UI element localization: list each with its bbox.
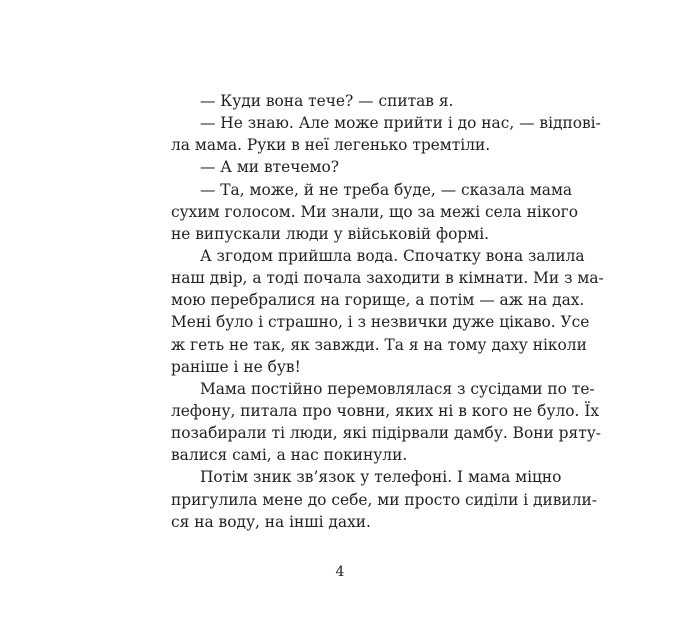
text-line: — Та, може, й не треба буде, — сказала мама (200, 180, 573, 199)
text-line: не випускали люди у військовій формі. (171, 224, 490, 243)
text-line: — А ми втечемо? (200, 158, 340, 177)
text-line: А згодом прийшла вода. Спочатку вона залила (200, 246, 585, 265)
text-line: мою перебралися на горище, а потім — аж на дах. (171, 291, 585, 310)
text-line: — Не знаю. Але може прийти і до нас, — відпові- (200, 114, 601, 133)
text-line: — Куди вона тече? — спитав я. (200, 92, 454, 110)
text-line: наш двір, а тоді почала заходити в кімнати. Ми з ма- (171, 269, 604, 288)
text-line: ся на воду, на інші дахи. (171, 512, 371, 531)
page-number: 4 (335, 564, 345, 580)
text-line: валися самі, а нас покинули. (171, 446, 408, 465)
text-line: пригулила мене до себе, ми просто сиділи і дивили- (171, 490, 597, 509)
text-line: Мама постійно перемовлялася з сусідами по те- (200, 379, 595, 398)
text-body (171, 90, 604, 533)
text-line: ла мама. Руки в неї легенько тремтіли. (171, 136, 491, 155)
text-line: лефону, питала про човни, яких ні в кого не було. Їх (171, 401, 600, 420)
text-line: Мені було і страшно, і з незвички дуже цікаво. Усе (171, 313, 590, 332)
text-line: Потім зник зв’язок у телефоні. І мама міцно (200, 468, 562, 487)
text-line: раніше і не був! (171, 357, 301, 376)
text-line: позабирали ті люди, які підірвали дамбу. Вони ряту- (171, 424, 601, 443)
text-line: ж геть не так, як завжди. Та я на тому даху ніколи (171, 335, 587, 354)
text-line: сухим голосом. Ми знали, що за межі села нікого (171, 202, 578, 221)
